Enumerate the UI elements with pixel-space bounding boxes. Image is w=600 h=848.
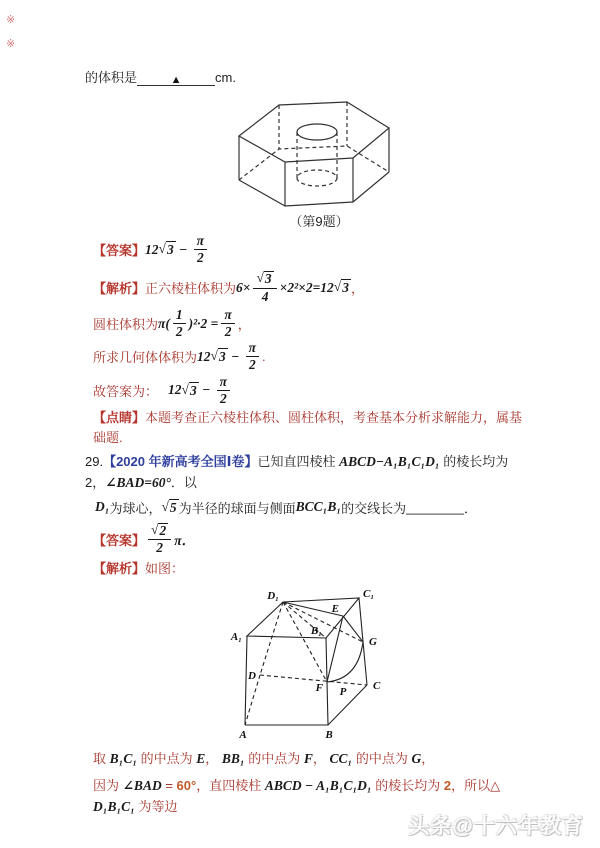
fraction: $\frac{\pi}{2}$ (246, 341, 259, 372)
math-text: π( (158, 315, 170, 331)
q9-solution-line-1 (93, 271, 530, 303)
math-text: CC₁ (329, 751, 353, 767)
solution-text: 正六棱柱体积为 (145, 281, 237, 297)
fraction: $\frac{\pi}{2}$ (194, 234, 207, 265)
volume-unit: cm. (215, 70, 236, 85)
solution-text: 如图： (145, 561, 185, 577)
fraction: √ 2 2 (148, 523, 171, 555)
solution-text: 圆柱体积为 (93, 317, 159, 332)
question-source: 【2020 年新高考全国Ⅰ卷】 (103, 454, 258, 470)
vertex-label-A: A (239, 729, 247, 742)
vertex-label-F: F (315, 682, 323, 695)
vertex-label-C1: C₁ (363, 588, 375, 601)
watermark: 头条@十六年教育 (408, 815, 584, 838)
vertex-label-D: D (248, 670, 256, 683)
math-text: ABCD − A₁B₁C₁D₁ (264, 778, 372, 794)
vertex-label-A1: A₁ (230, 631, 242, 644)
stem-text: 已知直四棱柱 (257, 454, 340, 470)
fraction: √ 3 4 (253, 271, 276, 303)
math-text: − (175, 241, 191, 257)
fraction: $\frac{\pi}{2}$ (217, 375, 230, 406)
answer-label: 【答案】 (93, 532, 146, 548)
solution-text: 的中点为 (352, 751, 412, 767)
punctuation: . (262, 349, 266, 365)
vertex-label-E: E (331, 603, 339, 616)
solution-text: 取 (93, 751, 110, 767)
vertex-label-B1: B₁ (310, 625, 322, 638)
sqrt-expression: √ 3 (181, 381, 197, 398)
vertex-label-B: B (325, 729, 333, 742)
answer-label: 【答案】 (93, 243, 146, 259)
math-text: G (411, 751, 422, 767)
math-text: ABCD−A₁B₁C₁D₁ (339, 454, 440, 470)
red-seal-marks (6, 8, 15, 56)
math-text: D₁B₁C₁ (93, 799, 135, 815)
math-text: E (196, 751, 206, 767)
vertex-label-D1: D₁ (267, 590, 279, 603)
math-text: F (303, 751, 313, 767)
fraction: $\frac{\pi}{2}$ (221, 308, 234, 339)
stem-text: 为半径的球面与侧面 (178, 500, 296, 516)
math-text: 6× (236, 279, 251, 295)
document-body (85, 68, 530, 818)
note-label: 【点睛】 (93, 409, 146, 425)
math-text: − (227, 348, 243, 364)
solution-text: 的棱长均为 (371, 778, 444, 794)
q29-solution-intro (93, 559, 530, 579)
note-text: 本题考查正六棱柱体积、圆柱体积，考查基本分析求解能力，属基础题. (93, 409, 523, 445)
stem-text: 为球心， (109, 500, 162, 516)
punctuation: ， (350, 281, 364, 297)
math-text: − (198, 382, 214, 398)
q9-solution-line-2 (93, 308, 530, 339)
solution-text: 为等边 (134, 799, 178, 815)
stem-text: 的交线长为 (341, 500, 407, 516)
figure-q9-caption: （第9题） (289, 214, 349, 230)
q29-solution-line-1 (93, 749, 530, 770)
vertex-label-G: G (369, 636, 377, 649)
punctuation: ． (463, 500, 477, 516)
analysis-label: 【解析】 (93, 561, 146, 577)
stem-text: 的棱长均为 2， (85, 454, 509, 491)
volume-prefix: 的体积是 (85, 70, 138, 85)
solution-text: 因为 (93, 778, 123, 794)
q9-solution-line-3 (93, 341, 530, 372)
figure-q9 (233, 96, 405, 230)
math-text: D₁ (95, 499, 110, 515)
question-number: 29. (85, 454, 104, 470)
math-text: 12 (168, 382, 182, 398)
figure-q29 (217, 585, 405, 743)
math-text: BB₁ (221, 751, 245, 767)
math-text: ∠BAD (122, 778, 162, 794)
solution-text: ， (205, 751, 222, 767)
sqrt-expression: √ 3 (210, 348, 226, 365)
cube-vertex-labels (230, 588, 381, 741)
vertex-label-C: C (373, 680, 381, 693)
math-text: ×2²×2=12 (279, 279, 334, 295)
sqrt-expression: √ 3 (333, 279, 349, 296)
solution-text: = (161, 778, 177, 794)
highlighted-value: 2 (443, 778, 452, 794)
sqrt-expression: √ 5 (161, 498, 177, 515)
highlighted-value: 60° (176, 778, 197, 794)
answer-blank (137, 71, 215, 86)
cube-figure (217, 585, 405, 743)
math-text: π． (174, 533, 196, 549)
q29-stem-line-2 (95, 498, 530, 517)
punctuation: ， (421, 751, 435, 767)
hexagonal-prism-figure (233, 96, 405, 209)
math-text: ∠BAD=60° (105, 475, 171, 491)
volume-blank-line (85, 68, 530, 88)
math-text: 12 (197, 348, 211, 364)
math-text: )²·2 = (188, 315, 219, 331)
stem-text: ．以 (170, 475, 197, 491)
q29-stem-line-1 (85, 452, 530, 494)
analysis-label: 【解析】 (93, 281, 146, 297)
q29-answer-line (93, 523, 530, 555)
solution-text: ，所以△ (451, 778, 501, 794)
triangle-placeholder: ▲ (170, 74, 182, 86)
solution-text: ， (312, 751, 330, 767)
q9-note-line (93, 408, 530, 448)
solution-text: 故答案为： (93, 383, 159, 399)
q9-solution-line-4 (93, 375, 530, 406)
seal-mark-1: ※ (6, 14, 16, 26)
solution-text: 的中点为 (244, 751, 304, 767)
math-text: B₁C₁ (109, 751, 138, 767)
fraction: $\frac{1}{2}$ (173, 308, 186, 339)
math-text: BCC₁B₁ (295, 499, 342, 515)
solution-text: 的中点为 (137, 751, 197, 767)
vertex-label-P: P (339, 686, 347, 699)
solution-text: ，直四棱柱 (196, 778, 265, 794)
q9-answer-line (93, 234, 530, 265)
seal-mark-2: ※ (6, 38, 16, 51)
sqrt-expression: √ 3 (158, 241, 174, 258)
math-text: 12 (145, 241, 159, 257)
solution-text: 所求几何体体积为 (93, 350, 198, 366)
punctuation: ， (237, 317, 251, 332)
answer-blank-underscores: ________ (406, 499, 464, 515)
